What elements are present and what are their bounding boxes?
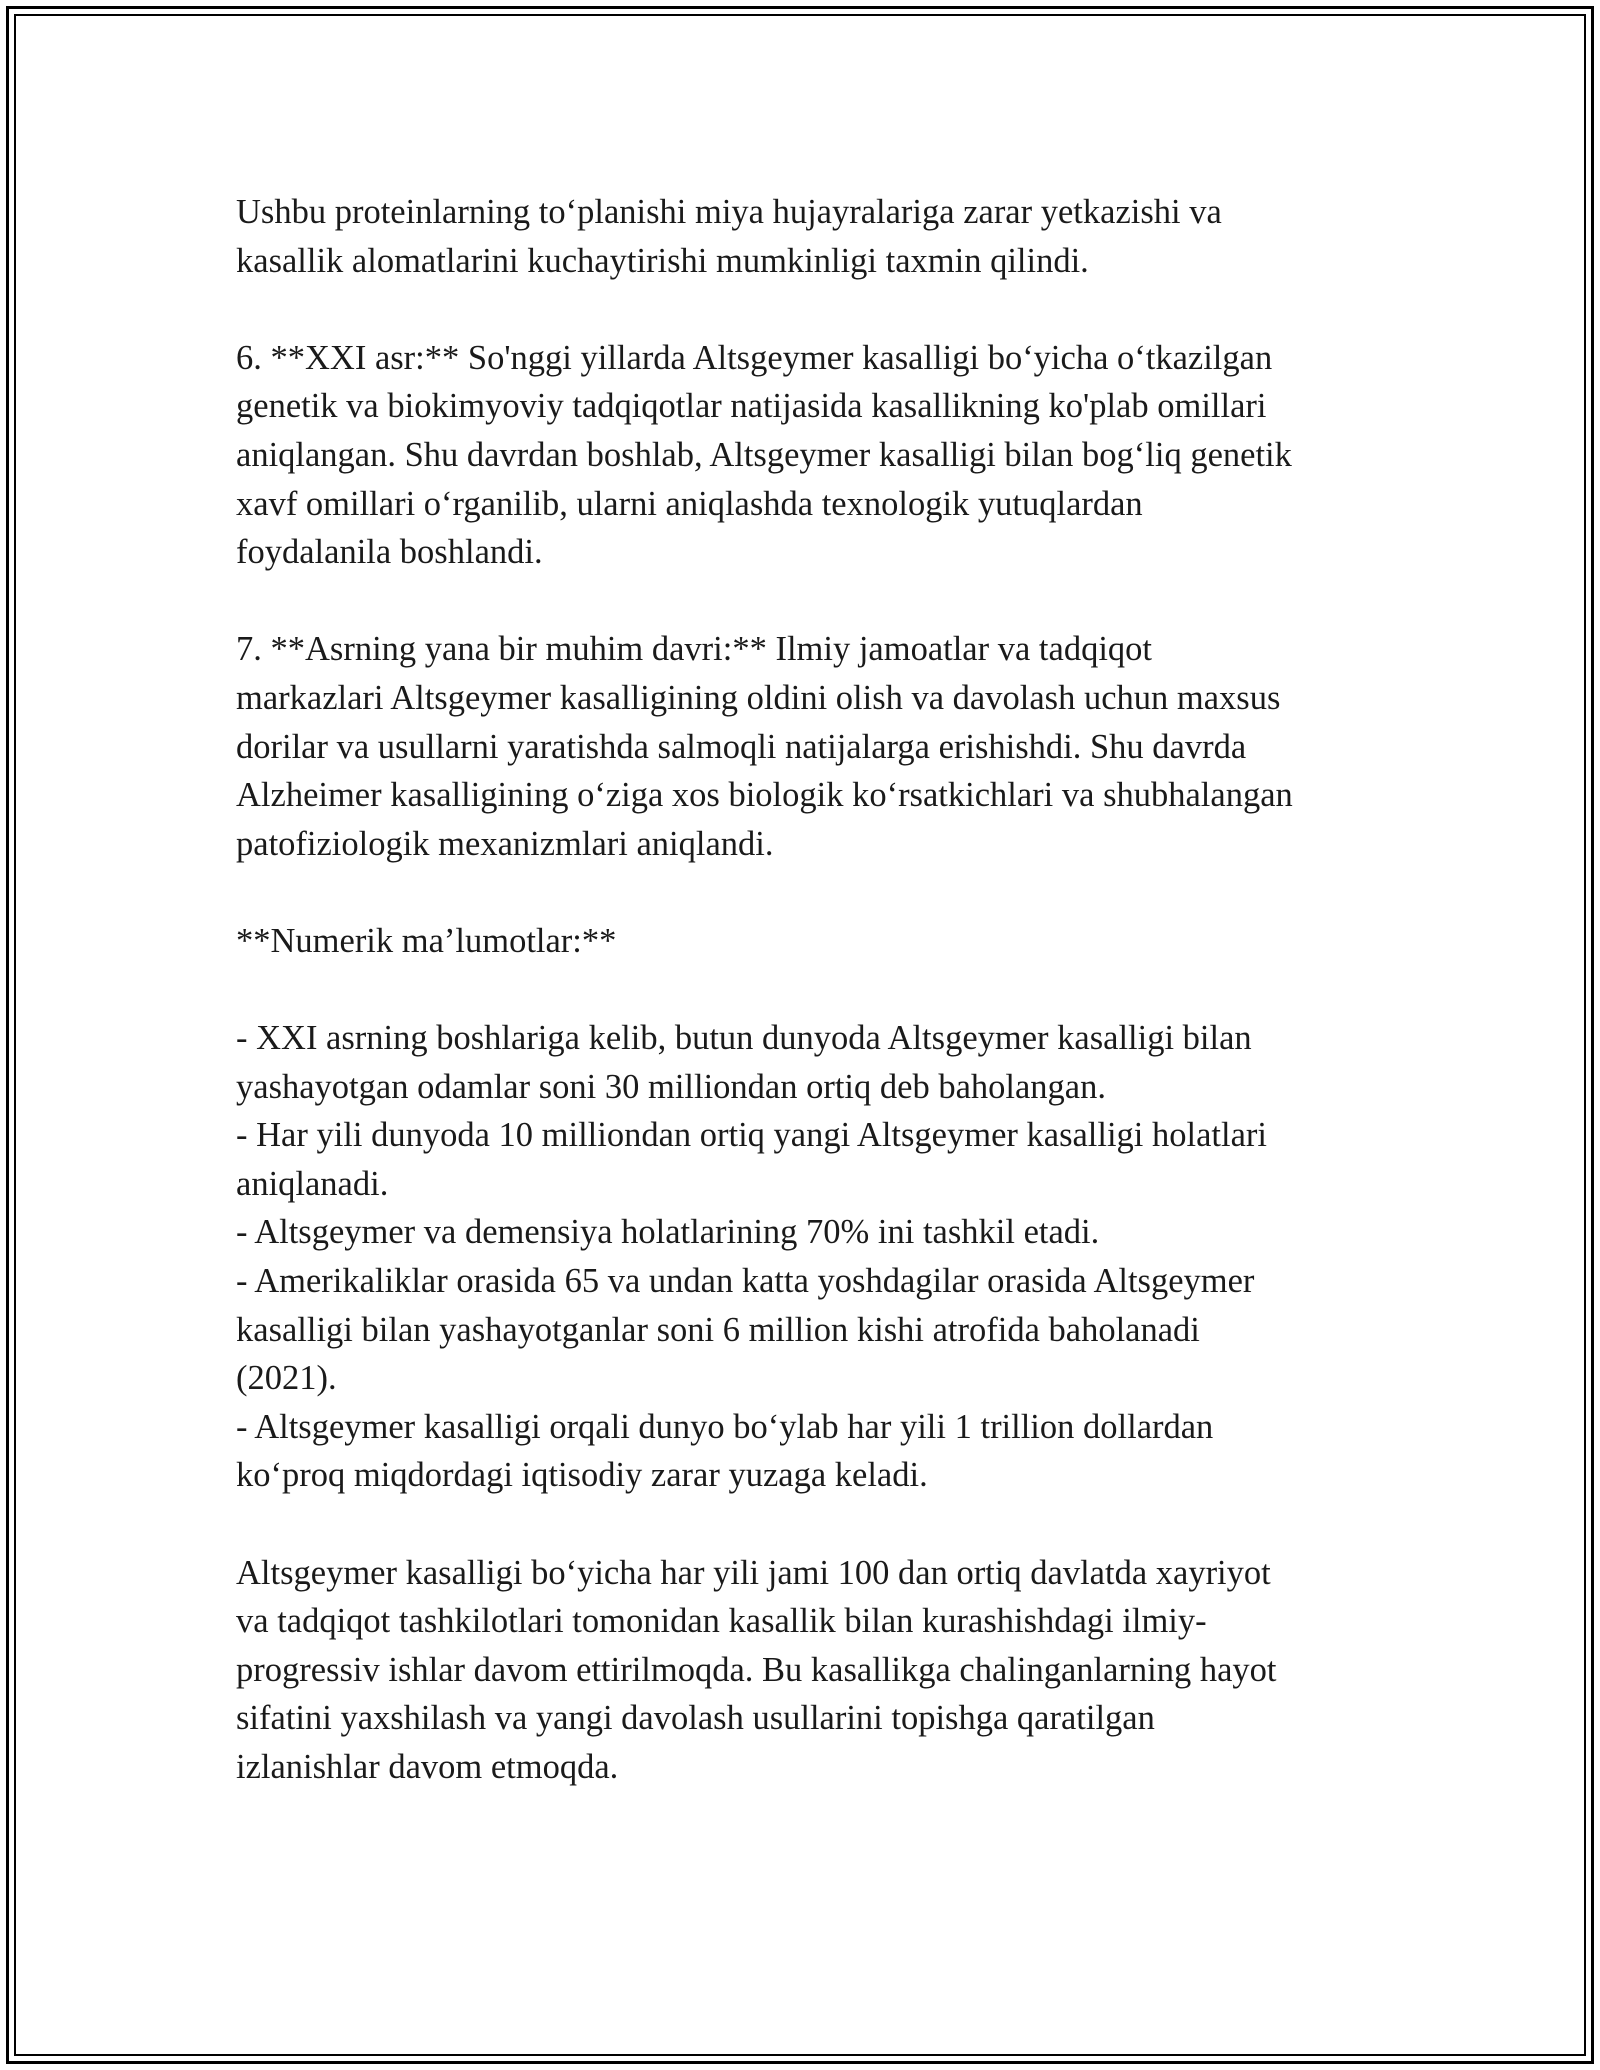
- numeric-heading: [236, 917, 1376, 966]
- paragraph-closing: [236, 1549, 1376, 1792]
- list-item-line: yashayotgan odamlar soni 30 milliondan ortiq deb baholangan.: [236, 1067, 1106, 1106]
- text-line: sifatini yaxshilash va yangi davolash usullarini topishga qaratilgan: [236, 1699, 1155, 1738]
- text-line: progressiv ishlar davom ettirilmoqda. Bu kasallikga chalinganlarning hayot: [236, 1650, 1277, 1689]
- list-item-line: - Altsgeymer kasalligi orqali dunyo bo‘ylab har yili 1 trillion dollardan: [236, 1407, 1214, 1446]
- paragraph-spacer: [236, 285, 1376, 334]
- paragraph-item-7: [236, 625, 1376, 868]
- text-line: 6. **XXI asr:** So'nggi yillarda Altsgeymer kasalligi bo‘yicha o‘tkazilgan: [236, 338, 1273, 377]
- list-item-line: - Har yili dunyoda 10 milliondan ortiq yangi Altsgeymer kasalligi holatlari: [236, 1116, 1267, 1155]
- text-line: foydalanila boshlandi.: [236, 533, 543, 572]
- document-body: [236, 188, 1376, 1792]
- paragraph-spacer: [236, 966, 1376, 1015]
- text-line: patofiziologik mexanizmlari aniqlandi.: [236, 824, 774, 863]
- text-line: va tadqiqot tashkilotlari tomonidan kasallik bilan kurashishdagi ilmiy-: [236, 1602, 1207, 1641]
- text-line: markazlari Altsgeymer kasalligining oldini olish va davolash uchun maxsus: [236, 678, 1281, 717]
- text-line: aniqlangan. Shu davrdan boshlab, Altsgeymer kasalligi bilan bog‘liq genetik: [236, 435, 1292, 474]
- text-line: dorilar va usullarni yaratishda salmoqli natijalarga erishishdi. Shu davrda: [236, 727, 1247, 766]
- numeric-list: [236, 1014, 1376, 1500]
- list-item-line: ko‘proq miqdordagi iqtisodiy zarar yuzaga keladi.: [236, 1456, 928, 1495]
- list-item-line: - XXI asrning boshlariga kelib, butun dunyoda Altsgeymer kasalligi bilan: [236, 1019, 1252, 1058]
- list-item-line: aniqlanadi.: [236, 1164, 389, 1203]
- list-item-line: - Amerikaliklar orasida 65 va undan katta yoshdagilar orasida Altsgeymer: [236, 1262, 1255, 1301]
- text-line: **Numerik ma’lumotlar:**: [236, 921, 617, 960]
- paragraph-item-6: [236, 334, 1376, 577]
- paragraph-spacer: [236, 1500, 1376, 1549]
- text-line: izlanishlar davom etmoqda.: [236, 1748, 619, 1786]
- text-line: xavf omillari o‘rganilib, ularni aniqlashda texnologik yutuqlardan: [236, 484, 1143, 523]
- text-line: Ushbu proteinlarning to‘planishi miya hujayralariga zarar yetkazishi va: [236, 193, 1222, 231]
- list-item-line: - Altsgeymer va demensiya holatlarining 70% ini tashkil etadi.: [236, 1213, 1100, 1252]
- list-item-line: (2021).: [236, 1359, 337, 1398]
- paragraph-spacer: [236, 868, 1376, 917]
- paragraph-spacer: [236, 577, 1376, 626]
- text-line: Altsgeymer kasalligi bo‘yicha har yili jami 100 dan ortiq davlatda xayriyot: [236, 1553, 1271, 1592]
- text-line: Alzheimer kasalligining o‘ziga xos biologik ko‘rsatkichlari va shubhalangan: [236, 776, 1293, 815]
- text-line: 7. **Asrning yana bir muhim davri:** Ilmiy jamoatlar va tadqiqot: [236, 630, 1152, 669]
- text-line: genetik va biokimyoviy tadqiqotlar natijasida kasallikning ko'plab omillari: [236, 387, 1267, 426]
- text-line: kasallik alomatlarini kuchaytirishi mumkinligi taxmin qilindi.: [236, 241, 1089, 280]
- list-item-line: kasalligi bilan yashayotganlar soni 6 million kishi atrofida baholanadi: [236, 1310, 1200, 1349]
- paragraph-intro: [236, 188, 1376, 285]
